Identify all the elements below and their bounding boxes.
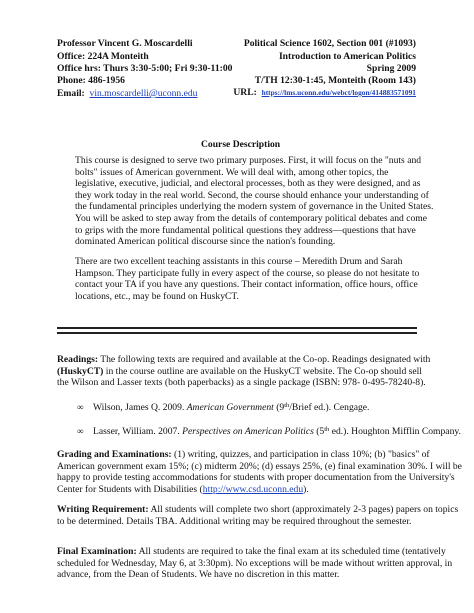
description-line: There are two excellent teaching assistants in this course – Meredith Drum and Sarah: [75, 256, 403, 267]
grading-line-2: American government exam 15%; (c) midterm 20%; (d) essays 25%, (e) final examination 30%. I will be: [57, 460, 462, 472]
description-line: contact your TA if you have any questions. Their contact information, office hours, office: [75, 279, 418, 291]
huskyct-tag: (HuskyCT): [57, 365, 104, 377]
readings-section: [57, 354, 430, 389]
readings-label: Readings:: [57, 354, 99, 365]
book-title: Perspectives on American Politics: [182, 426, 314, 437]
readings-line-2: (HuskyCT) in the course outline are available on the HuskyCT website. The Co-op should sell: [57, 365, 422, 377]
description-paragraph-2: [75, 256, 419, 302]
readings-line-3: the Wilson and Lasser texts (both paperbacks) as a single package (ISBN: 978- 0-495-78240-8).: [57, 377, 426, 389]
writing-line-2: to be determined. Details TBA. Additional writing may be required throughout the semester.: [57, 515, 412, 527]
email-row: [57, 88, 197, 100]
email-link[interactable]: vin.moscardelli@uconn.edu: [89, 88, 198, 99]
description-line: they work today in the real world. Second, the course should enhance your understanding of: [75, 189, 429, 201]
final-exam-section: [57, 546, 452, 581]
grading-line-4: Center for Students with Disabilities (http://www.csd.uconn.edu).: [57, 483, 309, 495]
grading-line-3: happy to provide testing accommodations for students with proper documentation from the University's: [57, 472, 455, 484]
section-divider-bottom: [57, 332, 417, 334]
office-hours: Office hrs: Thurs 3:30-5:00; Fri 9:30-11:00: [57, 63, 233, 74]
writing-label: Writing Requirement:: [57, 504, 149, 515]
class-schedule: T/TH 12:30-1:45, Monteith (Room 143): [254, 75, 416, 86]
final-line-1: Final Examination: All students are required to take the final exam at its scheduled time (tentatively: [57, 546, 446, 557]
email-label: Email:: [57, 88, 85, 99]
writing-line-1: Writing Requirement: All students will complete two short (approximately 2-3 pages) papers on topics: [57, 504, 459, 515]
section-divider-top: [57, 327, 417, 329]
description-line: locations, etc., may be found on HuskyCT.: [75, 290, 239, 302]
course-url-link[interactable]: https://lms.uconn.edu/webct/logon/414883571091: [261, 88, 416, 97]
office-location: Office: 224A Monteith: [57, 51, 149, 62]
url-row: [233, 87, 416, 99]
url-label: URL:: [233, 87, 257, 98]
description-line: dominated American political discourse since the nation's founding.: [75, 236, 336, 248]
description-line: bolts" issues of American government. We will deal with, among other topics, the: [75, 166, 389, 178]
description-paragraph-1: [75, 155, 433, 248]
csd-link[interactable]: http://www.csd.uconn.edu: [202, 483, 304, 495]
book-title: American Government: [186, 402, 274, 413]
writing-section: [57, 504, 458, 527]
term: Spring 2009: [366, 63, 416, 74]
grading-label: Grading and Examinations:: [57, 449, 172, 460]
bullet-icon: ∞: [77, 402, 84, 412]
final-line-2: scheduled for Wednesday, May 6, at 3:30pm). No exceptions will be made without written approval, in: [57, 557, 453, 569]
course-title: Introduction to American Politics: [278, 51, 416, 62]
final-label: Final Examination:: [57, 546, 137, 557]
description-line: the fundamental principles underlying the modern system of governance in the United States.: [75, 201, 434, 213]
readings-line-1: Readings: The following texts are required and available at the Co-op. Readings designated with: [57, 354, 431, 365]
description-line: You will be asked to step away from the details of contemporary political debates and come: [75, 212, 428, 224]
course-description-heading: Course Description: [201, 139, 281, 150]
final-line-3: advance, from the Dean of Students. We have no discretion in this matter.: [57, 569, 340, 581]
bullet-icon: ∞: [77, 426, 84, 436]
book-lasser: Lasser, William. 2007. Perspectives on American Politics (5th ed.). Houghton Mifflin Company.: [93, 426, 461, 437]
course-number: Political Science 1602, Section 001 (#1093): [243, 38, 416, 49]
description-line: Hampson. They participate fully in every aspect of the course, so please do not hesitate to: [75, 267, 420, 279]
grading-section: [57, 449, 462, 495]
grading-line-1: Grading and Examinations: (1) writing, quizzes, and participation in class 10%; (b) "basics" of: [57, 449, 430, 460]
phone: Phone: 486-1956: [57, 75, 125, 86]
professor-name: Professor Vincent G. Moscardelli: [57, 38, 193, 49]
description-line: legislative, executive, judicial, and electoral processes, both as they were designed, and as: [75, 178, 421, 190]
description-line: to grips with the more fundamental political questions they address—questions that have: [75, 224, 416, 236]
book-wilson: Wilson, James Q. 2009. American Government (9th/Brief ed.). Cengage.: [93, 402, 370, 413]
description-line: This course is designed to serve two primary purposes. First, it will focus on the "nuts and: [75, 155, 422, 166]
